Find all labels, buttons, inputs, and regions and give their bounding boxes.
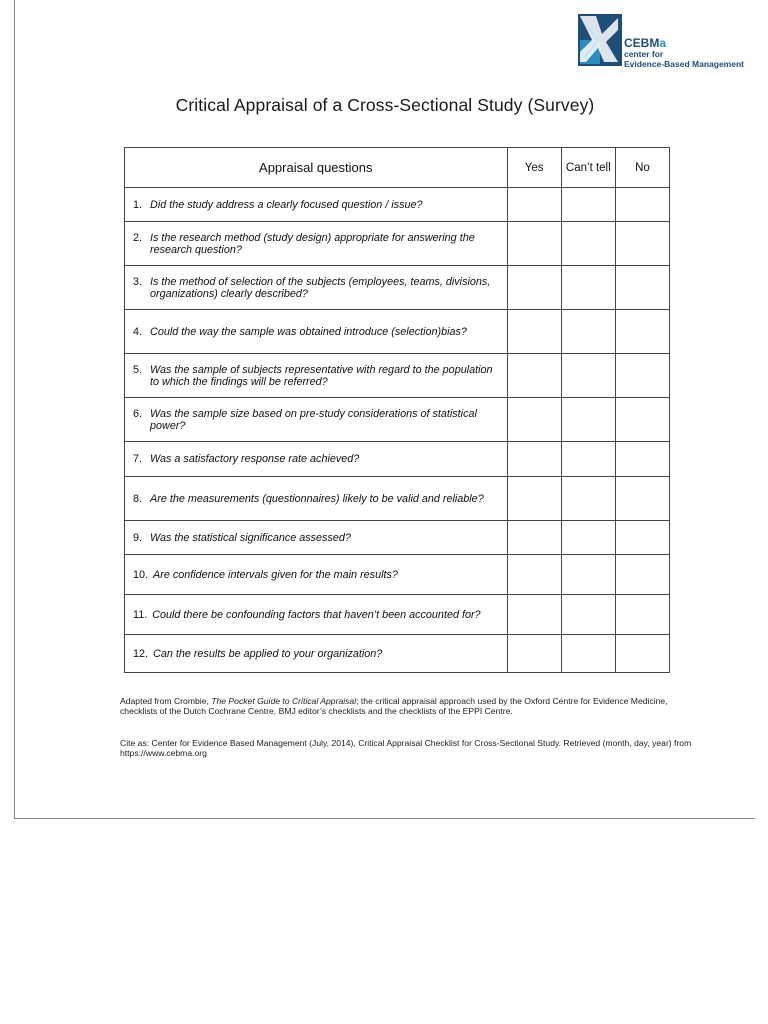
table-row xyxy=(125,521,670,555)
question-cell xyxy=(125,398,508,442)
question-text: Was a satisfactory response rate achieved? xyxy=(150,453,360,465)
question-cell xyxy=(125,635,508,673)
answer-cant-tell-cell[interactable] xyxy=(561,222,615,266)
table-row xyxy=(125,222,670,266)
question-number: 12. xyxy=(133,647,149,660)
table-row xyxy=(125,398,670,442)
answer-no-cell[interactable] xyxy=(615,521,669,555)
question-cell xyxy=(125,442,508,477)
answer-yes-cell[interactable] xyxy=(507,354,561,398)
answer-cant-tell-cell[interactable] xyxy=(561,521,615,555)
answer-cant-tell-cell[interactable] xyxy=(561,310,615,354)
cebma-logo xyxy=(578,14,758,68)
question-number: 11. xyxy=(133,608,148,621)
logo-brand: CEBMa xyxy=(624,36,667,50)
answer-no-cell[interactable] xyxy=(615,354,669,398)
document-page xyxy=(14,0,755,819)
answer-cant-tell-cell[interactable] xyxy=(561,635,615,673)
table-row xyxy=(125,442,670,477)
table-row xyxy=(125,595,670,635)
answer-no-cell[interactable] xyxy=(615,442,669,477)
header-cant-tell: Can’t tell xyxy=(561,148,615,188)
question-number: 5. xyxy=(133,363,143,376)
answer-yes-cell[interactable] xyxy=(507,442,561,477)
table-header-row xyxy=(125,148,670,188)
page-title: Critical Appraisal of a Cross-Sectional Study (Survey) xyxy=(175,95,595,115)
header-no: No xyxy=(615,148,669,188)
answer-cant-tell-cell[interactable] xyxy=(561,555,615,595)
appraisal-table xyxy=(124,147,670,673)
logo-subtitle-1: center for xyxy=(624,49,664,59)
answer-yes-cell[interactable] xyxy=(507,222,561,266)
question-text: Could there be confounding factors that haven’t been accounted for? xyxy=(152,608,481,621)
question-number: 7. xyxy=(133,453,143,465)
question-number: 2. xyxy=(133,231,143,244)
table-row xyxy=(125,354,670,398)
table-row xyxy=(125,555,670,595)
answer-cant-tell-cell[interactable] xyxy=(561,266,615,310)
answer-cant-tell-cell[interactable] xyxy=(561,188,615,222)
question-cell xyxy=(125,595,508,635)
answer-yes-cell[interactable] xyxy=(507,555,561,595)
header-yes: Yes xyxy=(507,148,561,188)
logo-text xyxy=(624,36,744,69)
question-text: Did the study address a clearly focused question / issue? xyxy=(150,198,423,211)
question-cell xyxy=(125,222,508,266)
question-text: Are the measurements (questionnaires) likely to be valid and reliable? xyxy=(150,492,484,505)
table-row xyxy=(125,188,670,222)
answer-cant-tell-cell[interactable] xyxy=(561,595,615,635)
question-text: Can the results be applied to your organization? xyxy=(153,647,383,660)
question-cell xyxy=(125,266,508,310)
answer-cant-tell-cell[interactable] xyxy=(561,477,615,521)
answer-no-cell[interactable] xyxy=(615,595,669,635)
question-text: Was the sample of subjects representative with regard to the population to which the findings will be referred? xyxy=(150,363,493,388)
question-cell xyxy=(125,354,508,398)
answer-no-cell[interactable] xyxy=(615,555,669,595)
answer-cant-tell-cell[interactable] xyxy=(561,354,615,398)
answer-yes-cell[interactable] xyxy=(507,477,561,521)
question-text: Are confidence intervals given for the main results? xyxy=(153,568,398,581)
table-row xyxy=(125,310,670,354)
book-title: The Pocket Guide to Critical Appraisal xyxy=(211,696,357,706)
answer-yes-cell[interactable] xyxy=(507,635,561,673)
answer-no-cell[interactable] xyxy=(615,310,669,354)
cebma-logo-icon xyxy=(578,14,622,66)
table-row xyxy=(125,477,670,521)
table-row xyxy=(125,635,670,673)
question-text: Is the research method (study design) appropriate for answering the research question? xyxy=(150,231,475,256)
answer-yes-cell[interactable] xyxy=(507,521,561,555)
answer-no-cell[interactable] xyxy=(615,222,669,266)
question-number: 3. xyxy=(133,275,143,288)
answer-no-cell[interactable] xyxy=(615,635,669,673)
answer-yes-cell[interactable] xyxy=(507,595,561,635)
footer-cite: Cite as: Center for Evidence Based Management (July, 2014), Critical Appraisal Checklist for Cross-Sectional Study. Retrieved (month, day, year) from https://www.cebma.org xyxy=(120,738,692,758)
answer-yes-cell[interactable] xyxy=(507,188,561,222)
question-number: 9. xyxy=(133,531,143,544)
question-number: 4. xyxy=(133,325,143,338)
answer-cant-tell-cell[interactable] xyxy=(561,398,615,442)
answer-yes-cell[interactable] xyxy=(507,266,561,310)
question-cell xyxy=(125,555,508,595)
answer-yes-cell[interactable] xyxy=(507,310,561,354)
question-number: 6. xyxy=(133,407,143,420)
question-text: Was the sample size based on pre-study considerations of statistical power? xyxy=(150,407,477,432)
question-number: 10. xyxy=(133,568,149,581)
question-cell xyxy=(125,521,508,555)
header-questions: Appraisal questions xyxy=(125,148,508,188)
logo-subtitle-2: Evidence-Based Management xyxy=(624,58,744,69)
question-text: Was the statistical significance assessed? xyxy=(150,531,351,544)
question-number: 1. xyxy=(133,198,143,211)
footer-adapted: Adapted from Crombie, The Pocket Guide to Critical Appraisal; the critical appraisal approach used by the Oxford Centre for Evidence Medicine, checklists of the Dutch Cochrane Centre, BMJ editor’s checklists and the checklists of the EPPI Centre. xyxy=(120,696,668,716)
answer-no-cell[interactable] xyxy=(615,266,669,310)
answer-yes-cell[interactable] xyxy=(507,398,561,442)
question-cell xyxy=(125,188,508,222)
answer-no-cell[interactable] xyxy=(615,188,669,222)
answer-no-cell[interactable] xyxy=(615,398,669,442)
question-cell xyxy=(125,477,508,521)
table-row xyxy=(125,266,670,310)
answer-cant-tell-cell[interactable] xyxy=(561,442,615,477)
question-text: Could the way the sample was obtained introduce (selection)bias? xyxy=(150,325,467,338)
question-number: 8. xyxy=(133,492,143,505)
answer-no-cell[interactable] xyxy=(615,477,669,521)
question-text: Is the method of selection of the subjects (employees, teams, divisions, organizations) clearly described? xyxy=(150,275,491,300)
question-cell xyxy=(125,310,508,354)
